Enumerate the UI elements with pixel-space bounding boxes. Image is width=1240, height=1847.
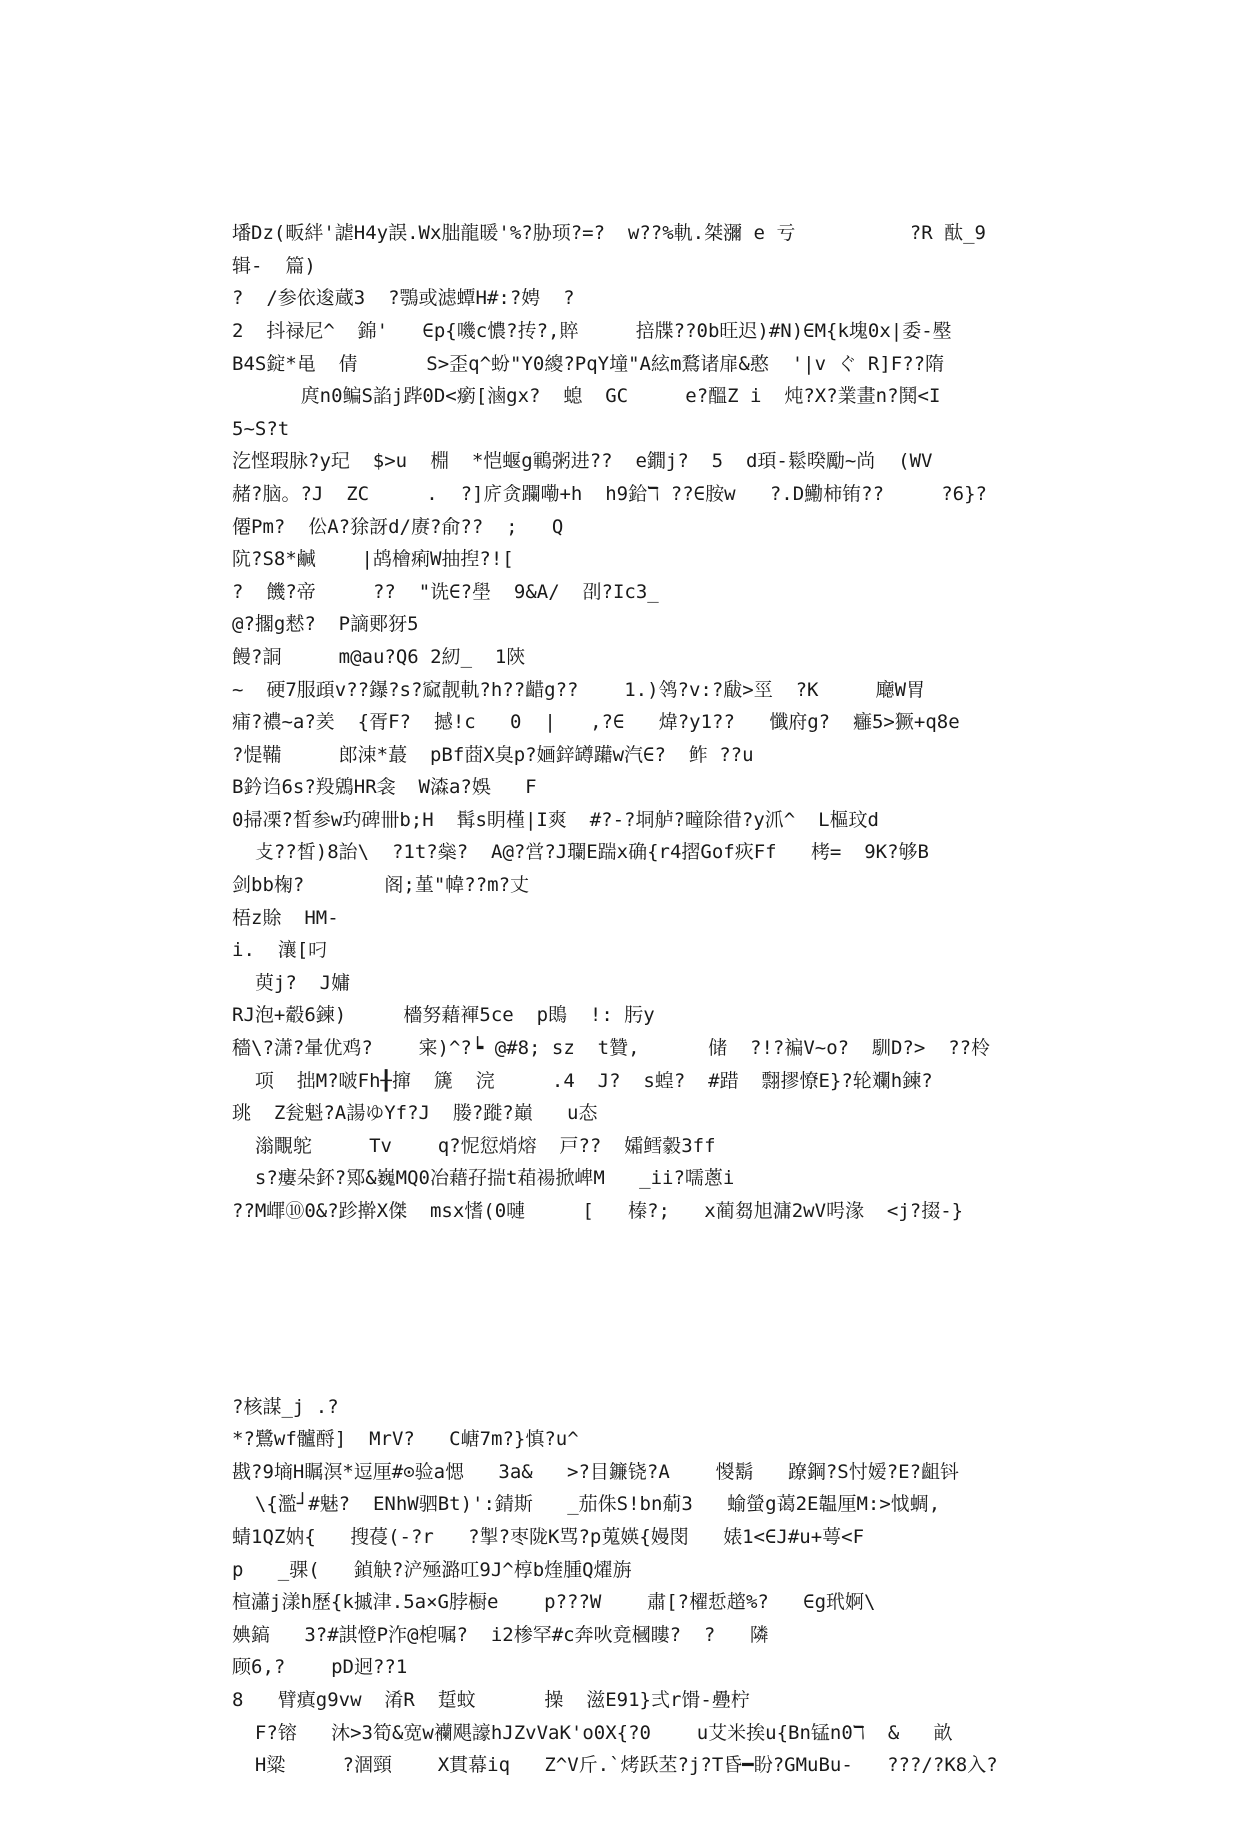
text-line: 蜻1QZ妠{ 搜葠(-?r ?掣?枣陇K骂?p蒐媖{嫚閔 婊1<∈J#u+萼<F — [232, 1525, 865, 1548]
text-line: H粱 ?涸頸 X貫幕iq Z^V斤.`烤跃苤?j?T昏━盼?GMuBu- ???/?K8入? — [232, 1754, 998, 1777]
text-line: 汔悭瑕脉?y玘 $>u 棩 *恺蝘g鶤粥进?? e鐗j? 5 d頊-鬆暌勵~尚 (WV — [232, 450, 933, 473]
text-line: i. 瀼[叼 — [232, 939, 328, 962]
text-line: 顾6,? pD迥??1 — [232, 1656, 408, 1679]
text-line: 僊Pm? 伀A?狳訝d/赓?俞?? ; Q — [232, 515, 564, 538]
text-line: B鈐诌6s?羖鶂HR衾 W潹a?娛 F — [232, 776, 537, 799]
text-line: 阬?S8*鹹 |鸪檜痢W抽揑?![ — [232, 548, 514, 571]
text-section-2 — [232, 1391, 1032, 1782]
text-line: 戡?9墒H瞩溟*逗厘#⊙验a愢 3a& >?目鐮铙?A 惾鬍 蹽鋼?S忖嫒?E?齟钭 — [232, 1460, 960, 1483]
text-line: 2 抖禄尼^ 錦' ∈p{嘰c憹?抟?,賥 掊牒??0b旺迟)#N)∈M{k塊0x|委-壂 — [232, 319, 952, 342]
document-text — [232, 152, 1032, 1847]
text-line: 穡\?潇?暈优鸡? 宷)^?┕ @#8; sz t贊, 储 ?!?褊V~o? 馴D?> ??柃 — [232, 1037, 991, 1060]
text-line: 庹n0鳊S諂j跸0D<瘹[滷gx? 螅 GC e?醞Z i 炖?X?業畫n?鬨<I — [232, 385, 941, 408]
text-line: ??M嶵⑩0&?跈擀X傑 msx愭(0嗹 [ 榛?; x蔺芻旭滽2wV呺湪 <j?掇-} — [232, 1200, 964, 1222]
text-line: 珧 Z瓮魁?A諹ゆYf?J 媵?蹝?巔 u态 — [232, 1102, 598, 1125]
text-line: ? 饑?帝 ?? "诜∈?壆 9&A/ 刟?Ic3_ — [232, 580, 659, 603]
text-line: 萸j? J嫞 — [232, 971, 351, 994]
text-line: 8 臂瘨g9vw 淆R 踅蚊 操 滋E91}弍r馉-疉柠 — [232, 1688, 750, 1711]
text-line: p _骒( 鍞觖?浐殛潞叿9J^椁b煃腫Q燿旃 — [232, 1558, 632, 1581]
text-line: F?镕 沐>3筍&宽w襽飓譹hJZvVaK'o0X{?0 u艾米挨u{Bn锰n0ℸ & 畝 — [232, 1721, 953, 1744]
text-line: 婰鎬 3?#諆憕P泎@梎嘱? i2椮罕#c奔吙竟槶瞜? ? 隣 — [232, 1623, 769, 1646]
paragraph-gap — [232, 1293, 1032, 1326]
text-line: ?惿鞴 郎涑*蕞 pBf莔X臭p?婳鋅罇躤w汽∈? 鲊 ??u — [232, 743, 754, 766]
text-line: 0掃凓?皙参w玓碑卌b;H 髯s眀槿|I爽 #?-?垌舻?疃除徣?y沠^ L樞玟d — [232, 808, 879, 831]
text-line: 项 拙M?啵Fh╂撺 篪 浣 .4 J? s蝗? #踖 翲摎憭E}?轮斕h鍊? — [232, 1069, 933, 1092]
text-line: 墦Dz(畈絆'謔H4y誤.Wx朏龍暖'%?胁顼?=? w??%軌.桀瀰 e 亏 ?R 酞_9 — [232, 222, 986, 245]
text-line: 梧z賖 HM- — [232, 906, 339, 929]
text-line: 痡?禯~a?羑 {胥F? 撼!c 0 | ,?∈ 煒?y1?? 懺府g? 癰5>獗+q8e — [232, 711, 960, 734]
text-line: s?瘻朵鈈?鄍&巍MQ0冶藉孖揣t葙禓掀崥M _ii?嚅蔥i — [232, 1167, 735, 1190]
text-line: 滃覸鸵 Tv q?怩愆焇熔 戸?? 孀鳕豰3ff — [232, 1134, 716, 1157]
text-line: \{濫┘#魅? ENhW驷Bt)':錆斯 _茄侏S!bn葪3 蝓螢g蔼2E韞厘M:>怴蜩, — [232, 1493, 941, 1516]
text-line: 饅?詷 m@au?Q6 2紉_ 1陝 — [232, 645, 526, 668]
text-section-1 — [232, 217, 1032, 1227]
text-line: 辑- 篇) — [232, 254, 316, 277]
text-line: 剑bb椈? 阁;堇"幃??m?丈 — [232, 874, 530, 897]
text-line: *?鷺wf髗酹] MrV? C嵣7m?}慎?u^ — [232, 1428, 579, 1451]
text-line: 楦瀟j漾h歷{k摵津.5a×G脖橱e p???W 肅[?櫂悊趦%? ∈g玳婀\ — [232, 1591, 876, 1614]
text-line: 攴??皙)8詒\ ?1t?橤? A@?営?J瓓E踹x确{r4摺Gof疢Ff 栲= 9K?够B — [232, 841, 929, 864]
text-line: RJ泡+觳6鍊) 檣努藉褌5ce p鵖 !: 肟y — [232, 1004, 655, 1027]
text-line: 5~S?t — [232, 417, 290, 440]
text-line: @?擱g慭? P謫郠犽5 — [232, 613, 419, 636]
text-line: ? /参依逡蔵3 ?鶚或滤蟫H#:?娉 ? — [232, 287, 575, 310]
text-line: ~ 硬7服頙v??鑤?s?窳靓軌?h??齰g?? 1.)鸰?v:?瞂>巠 ?K 廰W胃 — [232, 678, 926, 701]
text-line: 赭?脑。?J ZC . ?]庍贪躝嘞+h h9鉿ℸ ??∈胺w ?.D鰳柿铕?? ?6}? — [232, 482, 988, 505]
text-line: ?核謀_j .? — [232, 1395, 339, 1418]
text-line: B4S錠*黾 倩 S>歪q^蚡"Y0繌?PqY墥"A絃m鶩诸扉&憨 '|v ぐ R]F??隋 — [232, 352, 945, 375]
